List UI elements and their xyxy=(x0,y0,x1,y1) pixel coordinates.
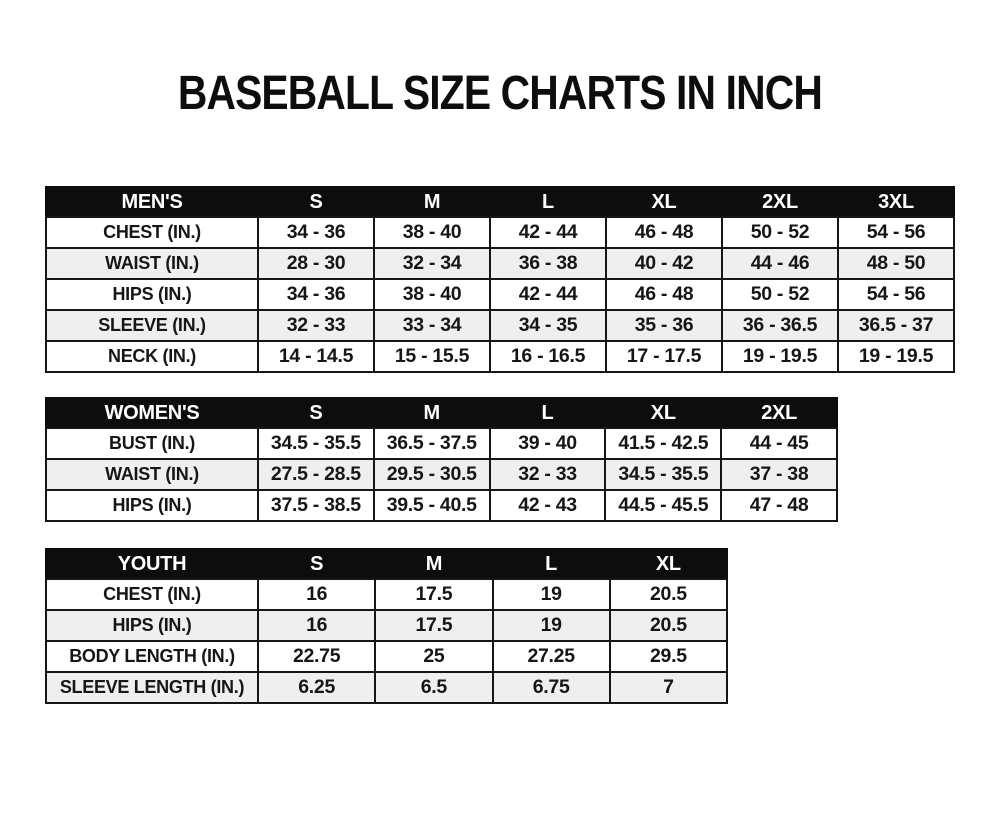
size-value-cell: 17.5 xyxy=(375,610,492,641)
size-value-cell: 44.5 - 45.5 xyxy=(605,490,721,521)
size-value-cell: 46 - 48 xyxy=(606,279,722,310)
size-value-cell: 28 - 30 xyxy=(258,248,374,279)
size-column-header: XL xyxy=(605,398,721,428)
size-column-header: M xyxy=(375,549,492,579)
measurement-label-cell: SLEEVE (IN.) xyxy=(46,310,258,341)
size-value-cell: 20.5 xyxy=(610,579,727,610)
table-title-cell: YOUTH xyxy=(46,549,258,579)
size-value-cell: 6.75 xyxy=(493,672,610,703)
page-title-text: BASEBALL SIZE CHARTS IN INCH xyxy=(177,67,823,120)
table-row xyxy=(46,490,837,521)
size-value-cell: 29.5 - 30.5 xyxy=(374,459,490,490)
table-row xyxy=(46,459,837,490)
measurement-label-cell: SLEEVE LENGTH (IN.) xyxy=(46,672,258,703)
table-row xyxy=(46,310,954,341)
measurement-label-cell: HIPS (IN.) xyxy=(46,279,258,310)
table-header-row xyxy=(46,549,727,579)
size-value-cell: 6.25 xyxy=(258,672,375,703)
size-table-womens xyxy=(45,397,838,522)
size-table-mens xyxy=(45,186,955,373)
size-column-header: S xyxy=(258,187,374,217)
size-value-cell: 22.75 xyxy=(258,641,375,672)
size-column-header: XL xyxy=(606,187,722,217)
size-value-cell: 25 xyxy=(375,641,492,672)
size-value-cell: 42 - 44 xyxy=(490,279,606,310)
size-column-header: 2XL xyxy=(722,187,838,217)
table-row xyxy=(46,641,727,672)
table-header-row xyxy=(46,187,954,217)
page-title xyxy=(0,67,1000,120)
table-title-cell: WOMEN'S xyxy=(46,398,258,428)
size-value-cell: 50 - 52 xyxy=(722,217,838,248)
size-column-header: S xyxy=(258,398,374,428)
size-value-cell: 27.25 xyxy=(493,641,610,672)
size-value-cell: 34.5 - 35.5 xyxy=(258,428,374,459)
size-value-cell: 19 xyxy=(493,610,610,641)
table-row xyxy=(46,279,954,310)
size-value-cell: 17.5 xyxy=(375,579,492,610)
size-value-cell: 39.5 - 40.5 xyxy=(374,490,490,521)
measurement-label-cell: BODY LENGTH (IN.) xyxy=(46,641,258,672)
table-row xyxy=(46,579,727,610)
size-value-cell: 38 - 40 xyxy=(374,217,490,248)
size-column-header: L xyxy=(490,187,606,217)
size-value-cell: 48 - 50 xyxy=(838,248,954,279)
size-value-cell: 40 - 42 xyxy=(606,248,722,279)
size-value-cell: 6.5 xyxy=(375,672,492,703)
size-value-cell: 36 - 36.5 xyxy=(722,310,838,341)
size-value-cell: 32 - 33 xyxy=(490,459,606,490)
size-value-cell: 17 - 17.5 xyxy=(606,341,722,372)
size-column-header: M xyxy=(374,187,490,217)
size-value-cell: 38 - 40 xyxy=(374,279,490,310)
size-column-header: L xyxy=(490,398,606,428)
size-value-cell: 7 xyxy=(610,672,727,703)
size-value-cell: 19 - 19.5 xyxy=(838,341,954,372)
size-value-cell: 27.5 - 28.5 xyxy=(258,459,374,490)
size-value-cell: 29.5 xyxy=(610,641,727,672)
size-column-header: S xyxy=(258,549,375,579)
measurement-label-cell: WAIST (IN.) xyxy=(46,459,258,490)
size-value-cell: 47 - 48 xyxy=(721,490,837,521)
table-row xyxy=(46,341,954,372)
size-value-cell: 34.5 - 35.5 xyxy=(605,459,721,490)
size-value-cell: 16 xyxy=(258,610,375,641)
size-value-cell: 15 - 15.5 xyxy=(374,341,490,372)
size-value-cell: 54 - 56 xyxy=(838,217,954,248)
table-title-cell: MEN'S xyxy=(46,187,258,217)
size-value-cell: 36.5 - 37.5 xyxy=(374,428,490,459)
size-value-cell: 39 - 40 xyxy=(490,428,606,459)
size-value-cell: 42 - 43 xyxy=(490,490,606,521)
size-value-cell: 19 - 19.5 xyxy=(722,341,838,372)
measurement-label-cell: HIPS (IN.) xyxy=(46,490,258,521)
table-header-row xyxy=(46,398,837,428)
size-column-header: XL xyxy=(610,549,727,579)
size-column-header: 3XL xyxy=(838,187,954,217)
size-value-cell: 34 - 36 xyxy=(258,279,374,310)
size-column-header: L xyxy=(493,549,610,579)
size-value-cell: 32 - 33 xyxy=(258,310,374,341)
size-value-cell: 34 - 36 xyxy=(258,217,374,248)
size-value-cell: 14 - 14.5 xyxy=(258,341,374,372)
table-row xyxy=(46,672,727,703)
size-value-cell: 41.5 - 42.5 xyxy=(605,428,721,459)
size-column-header: M xyxy=(374,398,490,428)
size-value-cell: 37.5 - 38.5 xyxy=(258,490,374,521)
measurement-label-cell: WAIST (IN.) xyxy=(46,248,258,279)
size-value-cell: 50 - 52 xyxy=(722,279,838,310)
table-row xyxy=(46,428,837,459)
table-row xyxy=(46,610,727,641)
size-value-cell: 36.5 - 37 xyxy=(838,310,954,341)
measurement-label-cell: BUST (IN.) xyxy=(46,428,258,459)
size-value-cell: 20.5 xyxy=(610,610,727,641)
size-value-cell: 34 - 35 xyxy=(490,310,606,341)
measurement-label-cell: HIPS (IN.) xyxy=(46,610,258,641)
size-value-cell: 19 xyxy=(493,579,610,610)
measurement-label-cell: NECK (IN.) xyxy=(46,341,258,372)
size-value-cell: 32 - 34 xyxy=(374,248,490,279)
size-value-cell: 44 - 45 xyxy=(721,428,837,459)
size-value-cell: 16 - 16.5 xyxy=(490,341,606,372)
size-value-cell: 37 - 38 xyxy=(721,459,837,490)
size-column-header: 2XL xyxy=(721,398,837,428)
size-value-cell: 54 - 56 xyxy=(838,279,954,310)
table-row xyxy=(46,248,954,279)
size-value-cell: 16 xyxy=(258,579,375,610)
size-value-cell: 33 - 34 xyxy=(374,310,490,341)
size-value-cell: 46 - 48 xyxy=(606,217,722,248)
size-value-cell: 42 - 44 xyxy=(490,217,606,248)
size-table-youth xyxy=(45,548,728,704)
size-value-cell: 44 - 46 xyxy=(722,248,838,279)
measurement-label-cell: CHEST (IN.) xyxy=(46,217,258,248)
size-value-cell: 35 - 36 xyxy=(606,310,722,341)
size-value-cell: 36 - 38 xyxy=(490,248,606,279)
table-row xyxy=(46,217,954,248)
measurement-label-cell: CHEST (IN.) xyxy=(46,579,258,610)
